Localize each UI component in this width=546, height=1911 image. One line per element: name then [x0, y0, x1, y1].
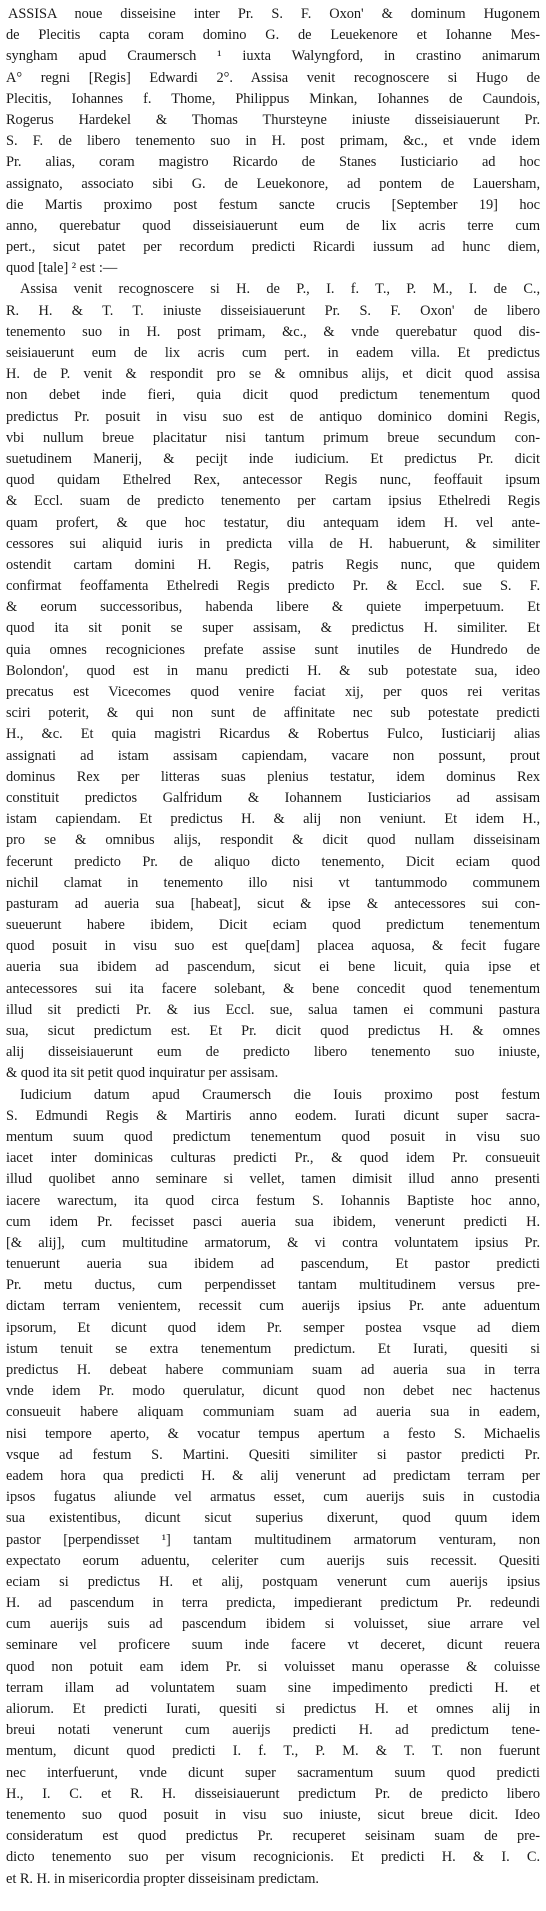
text-line: anno, querebatur quod disseisiauerunt eum de lix acris terre cum — [6, 217, 540, 234]
text-line: H., I. C. et R. H. disseisiauerunt predictum Pr. de predicto libero — [6, 1785, 540, 1802]
text-line: quod [tale] ² est :— — [6, 260, 118, 277]
text-line: Pr. alias, coram magistro Ricardo de Stanes Iusticiario ad hoc — [6, 154, 540, 171]
text-line: Bolondon', quod est in manu predicti H. & sub potestate sua, ideo — [6, 662, 540, 679]
text-line: istum tenuit se extra tenementum predictum. Et Iurati, quesiti si — [6, 1340, 540, 1357]
text-line: die Martis proximo post festum sancte crucis [September 19] hoc — [6, 196, 540, 213]
text-line: iacere warectum, ita quod circa festum S. Iohannis Baptiste hoc anno, — [6, 1192, 540, 1209]
text-line: pastor [perpendisset ¹] tantam multitudinem armatorum venturam, non — [6, 1531, 540, 1548]
text-line: sua existentibus, dicunt sicut superius dixerunt, quod quum idem — [6, 1510, 540, 1527]
text-line: quam profert, & que hoc testatur, diu antequam idem H. vel ante- — [6, 514, 540, 531]
text-line: predictus H. debeat habere communiam suam ad aueria sua in terra — [6, 1362, 540, 1378]
text-line: vbi nullum breue placitatur nisi tantum primum breue secundum con- — [6, 429, 540, 446]
text-line: constituit predictos Galfridum & Iohannem Iusticiarios ad assisam — [6, 789, 540, 806]
text-line: seminare vel proficere suum inde facere vt deceret, dicunt reuera — [6, 1637, 540, 1654]
text-line: vsque ad festum S. Martini. Quesiti similiter si pastor predicti Pr. — [6, 1446, 540, 1463]
text-line: R. H. & T. T. iniuste disseisiauerunt Pr. S. F. Oxon' de libero — [6, 302, 540, 319]
text-line: predictus Pr. posuit in visu suo est de antiquo dominico domini Regis, — [6, 408, 540, 425]
text-line: dictam terram venientem, recessit cum auerijs ipsius Pr. ante aduentum — [6, 1298, 540, 1315]
text-line: expectato eorum aduentu, celeriter cum auerijs suis recessit. Quesiti — [6, 1552, 540, 1569]
text-line: mentum suum quod predictum tenementum quod posuit in visu suo — [6, 1128, 540, 1145]
text-line: Assisa venit recognoscere si H. de P., I. f. T., P. M., I. de C., — [20, 281, 540, 298]
text-line: cessores sui aliquid iuris in predicta villa de H. habuerunt, & similiter — [6, 535, 540, 552]
text-line: cum auerijs suis ad pascendum ibidem si voluisset, siue arrare vel — [6, 1616, 540, 1633]
text-line: precatus est Vicecomes quod venire faciat xij, per quos rei veritas — [6, 684, 540, 700]
text-line: Rogerus Hardekel & Thomas Thursteyne iniuste disseisiauerunt Pr. — [6, 111, 540, 128]
text-line: mentum, dicunt quod predicti I. f. T., P. M. & T. T. non fuerunt — [6, 1743, 540, 1760]
text-line: assignato, associato sibi G. de Leuekonore, ad pontem de Lauersham, — [6, 175, 540, 192]
text-line: nisi tempore aperto, & vocatur tempus apertum a festo S. Michaelis — [6, 1425, 540, 1442]
text-line: ipsos fugatus aliunde vel armatus esset, cum auerijs suis in custodia — [6, 1489, 540, 1506]
text-line: S. Edmundi Regis & Martiris anno eodem. Iurati dicunt super sacra- — [6, 1107, 540, 1124]
text-line: dominus Rex per litteras suas plenius testatur, idem dominus Rex — [6, 768, 540, 785]
text-line: vnde idem Pr. modo querulatur, dicunt quod non debet nec hactenus — [6, 1383, 540, 1400]
text-line: ASSISA noue disseisine inter Pr. S. F. Oxon' & dominum Hugonem — [8, 6, 540, 22]
text-line: illud quolibet anno seminare si vellet, tamen dimisit illud anno presenti — [6, 1171, 540, 1188]
text-line: aliorum. Et predicti Iurati, quesiti si predictus H. et omnes alij in — [6, 1701, 540, 1717]
text-line: quod ita sit ponit se super assisam, & predictus H. similiter. Et — [6, 620, 540, 637]
text-line: istam capiendam. Et predictus H. & alij non veniunt. Et idem H., — [6, 811, 540, 828]
text-line: quia omnes recogniciones prefate assise sunt inutiles de Hundredo de — [6, 641, 540, 658]
text-line: pro se & omnibus alijs, respondit & dicit quod nullam disseisinam — [6, 832, 540, 849]
text-line: seisiauerunt eum de lix acris cum pert. in eadem villa. Et predictus — [6, 345, 540, 361]
text-line: pert., sicut patet per recordum predicti Ricardi iussum ad hunc diem, — [6, 239, 540, 256]
paragraph-judgement — [6, 1085, 540, 1890]
text-line: sua, sicut predictum est. Et Pr. dicit quod predictus H. & omnes — [6, 1023, 540, 1039]
text-line: antecessores sui ita facere solebant, & bene concedit quod tenementum — [6, 980, 540, 997]
text-line: tenemento suo in H. post primam, &c., & vnde querebatur quod dis- — [6, 323, 540, 340]
text-line: pasturam ad aueria sua [habeat], sicut & ipse & antecessores sui con- — [6, 895, 540, 912]
text-line: et R. H. in misericordia propter disseisinam predictam. — [6, 1870, 319, 1887]
text-line: syngham apud Craumersch ¹ iuxta Walyngford, in crastino animarum — [6, 48, 540, 65]
text-line: eadem hora qua predicti H. & alij venerunt ad predictam terram per — [6, 1467, 540, 1484]
text-line: fecerunt predicto Pr. de aliquo dicto tenemento, Dicit eciam quod — [6, 853, 540, 870]
text-line: tenuerunt aueria sua ibidem ad pascendum, Et pastor predicti — [6, 1256, 540, 1273]
text-line: Iudicium datum apud Craumersch die Iouis proximo post festum — [20, 1086, 540, 1103]
text-line: ostendit cartam domini H. Regis, patris Regis nunc, que quidem — [6, 556, 540, 573]
text-line: assignati ad istam assisam capiendam, vacare non possunt, prout — [6, 747, 540, 764]
text-line: & Eccl. suam de predicto tenemento per cartam ipsius Ethelredi Regis — [6, 493, 540, 510]
text-line: breui notati venerunt cum auerijs predicti H. ad predictum tene- — [6, 1722, 540, 1739]
text-line: eciam si predictus H. et alij, postquam venerunt cum auerijs ipsius — [6, 1573, 540, 1590]
text-line: dicto tenemento suo per visum recognicionis. Et predicti H. & I. C. — [6, 1849, 540, 1866]
text-line: H., &c. Et quia magistri Ricardus & Robertus Fulco, Iusticiarij alias — [6, 726, 540, 743]
text-line: consideratum est quod predictus Pr. recuperet seisinam suam de pre- — [6, 1828, 540, 1845]
text-line: confirmat feoffamenta Ethelredi Regis predicto Pr. & Eccl. sue S. F. — [6, 578, 540, 595]
text-line: S. F. de libero tenemento suo in H. post primam, &c., et vnde idem — [6, 133, 540, 150]
text-line: suetudinem Manerij, & pecijt inde iudicium. Et predictus Pr. dicit — [6, 450, 540, 467]
text-line: Plecitis, Iohannes f. Thome, Philippus Minkan, Iohannes de Caundois, — [6, 90, 540, 107]
text-line: nichil clamat in tenemento illo nisi vt tantummodo communem — [6, 874, 540, 891]
text-line: de Plecitis capta coram domino G. de Leuekenore et Iohanne Mes- — [6, 27, 540, 44]
text-line: aueria sua ibidem ad pascendum, sicut ei bene licuit, quia ipse et — [6, 959, 540, 976]
text-line: sciri poterit, & qui non sunt de affinitate nec sub potestate predicti — [6, 705, 540, 722]
text-line: quod posuit in visu suo est que[dam] placea aquosa, & fecit fugare — [6, 938, 540, 955]
text-line: A° regni [Regis] Edwardi 2°. Assisa venit recognoscere si Hugo de — [6, 69, 540, 86]
text-line: tenemento suo quod posuit in visu suo iniuste, sicut breue dicit. Ideo — [6, 1806, 540, 1823]
text-line: [& alij], cum multitudine armatorum, & vi contra voluntatem ipsius Pr. — [6, 1234, 540, 1251]
text-line: H. ad pascendum in terra predicta, impedierant predictum Pr. redeundi — [6, 1595, 540, 1612]
text-line: & quod ita sit petit quod inquiratur per assisam. — [6, 1065, 279, 1082]
text-line: cum idem Pr. fecisset pasci aueria sua ibidem, venerunt predicti H. — [6, 1213, 540, 1230]
text-line: illud sit predicti Pr. & ius Eccl. sue, salua tamen ei communi pastura — [6, 1001, 540, 1018]
text-line: & eorum successoribus, habenda libere & quiete imperpetuum. Et — [6, 599, 540, 616]
text-line: terram illam ad voluntatem suam sine impedimento predicti H. et — [6, 1679, 540, 1696]
text-line: iacet inter dominicas culturas predicti Pr., & quod idem Pr. consueuit — [6, 1150, 540, 1167]
text-line: quod non potuit eam idem Pr. si voluisset manu operasse & coluisse — [6, 1658, 540, 1675]
text-line: sueuerunt habere ibidem, Dicit eciam quod predictum tenementum — [6, 917, 540, 934]
paragraph-assisa-recognition — [6, 279, 540, 1084]
text-line: non debet inde fieri, quia dicit quod predictum tenementum quod — [6, 387, 540, 404]
text-line: Pr. metu ductus, cum perpendisset tantam multitudinem versus pre- — [6, 1277, 540, 1294]
text-line: alij disseisiauerunt eum de predicto libero tenemento suo iniuste, — [6, 1044, 540, 1061]
text-line: H. de P. venit & respondit pro se & omnibus alijs, et dicit quod assisa — [6, 366, 540, 383]
paragraph-assisa-intro — [6, 4, 540, 279]
text-line: nec interfuerunt, vnde dicunt super sacramentum suum quod predicti — [6, 1764, 540, 1781]
text-line: ipsorum, Et dicunt quod idem Pr. semper postea vsque ad diem — [6, 1319, 540, 1336]
text-line: consueuit habere aliquam communiam suam ad aueria sua in eadem, — [6, 1404, 540, 1421]
text-line: quod quidam Ethelred Rex, antecessor Regis nunc, feoffauit ipsum — [6, 472, 540, 489]
